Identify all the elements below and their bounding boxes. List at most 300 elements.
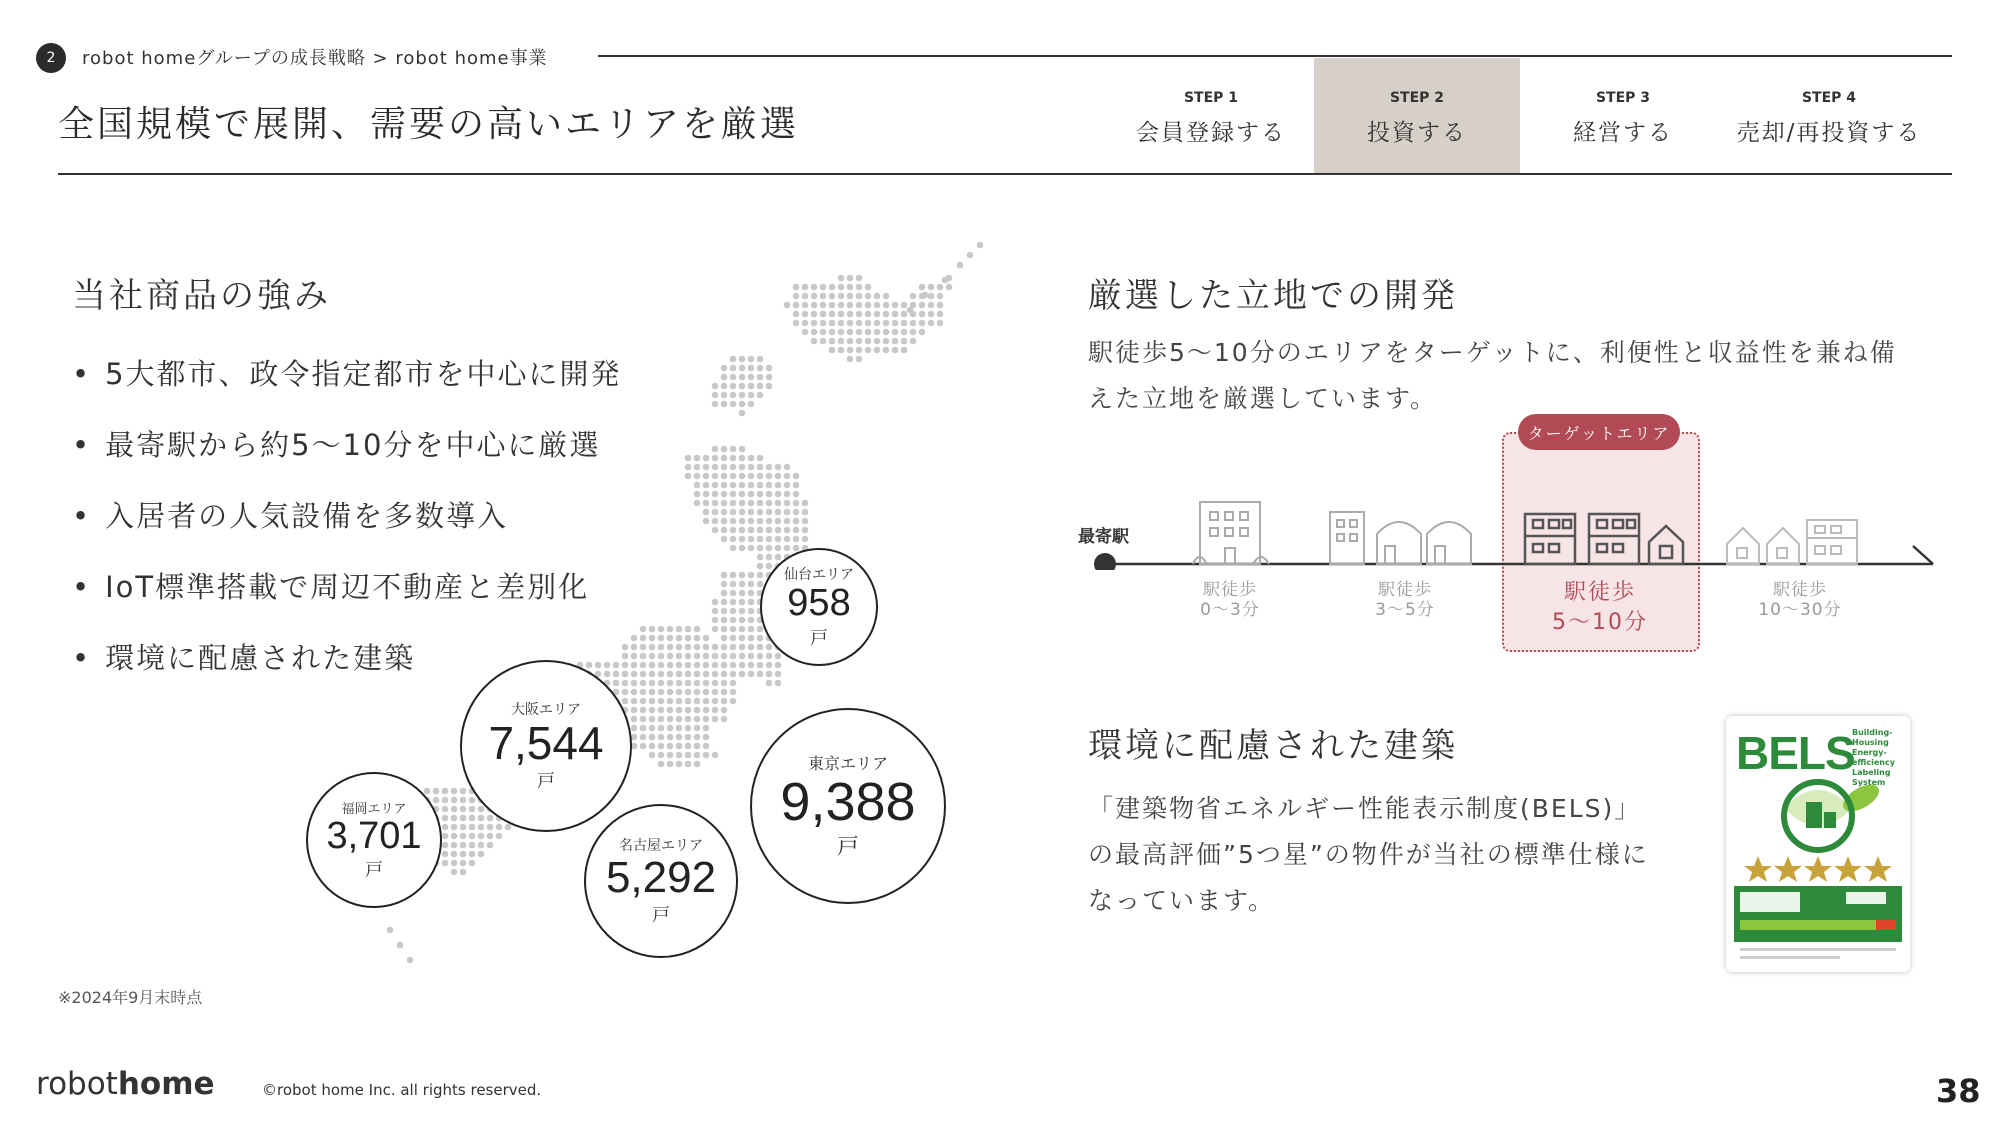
map-dot <box>748 509 755 516</box>
map-dot <box>694 761 701 768</box>
map-dot <box>631 725 638 732</box>
map-dot <box>739 635 746 642</box>
map-dot <box>685 707 692 714</box>
map-dot <box>397 942 404 949</box>
map-dot <box>775 509 782 516</box>
map-dot <box>865 320 872 327</box>
map-dot <box>712 680 719 687</box>
map-dot <box>766 374 773 381</box>
map-dot <box>721 707 728 714</box>
area-count: 7,544 <box>488 716 604 769</box>
map-dot <box>793 311 800 318</box>
map-dot <box>703 689 710 696</box>
map-dot <box>649 662 656 669</box>
map-dot <box>658 671 665 678</box>
map-dot <box>739 626 746 633</box>
map-dot <box>658 716 665 723</box>
map-dot <box>712 473 719 480</box>
map-dot <box>967 252 974 259</box>
map-dot <box>721 662 728 669</box>
map-dot <box>856 302 863 309</box>
map-dot <box>730 491 737 498</box>
map-dot <box>820 302 827 309</box>
map-dot <box>460 797 467 804</box>
step-tab-4[interactable] <box>1726 58 1932 173</box>
map-dot <box>712 491 719 498</box>
map-dot <box>739 365 746 372</box>
map-dot <box>658 698 665 705</box>
map-dot <box>802 293 809 300</box>
map-dot <box>775 464 782 471</box>
map-dot <box>775 491 782 498</box>
map-dot <box>748 653 755 660</box>
map-dot <box>874 302 881 309</box>
map-dot <box>667 680 674 687</box>
map-dot <box>748 482 755 489</box>
map-dot <box>676 680 683 687</box>
area-unit: 戸 <box>365 860 383 882</box>
map-dot <box>757 374 764 381</box>
map-dot <box>667 707 674 714</box>
map-dot <box>721 455 728 462</box>
map-dot <box>694 680 701 687</box>
map-dot <box>829 338 836 345</box>
map-dot <box>712 383 719 390</box>
map-dot <box>901 338 908 345</box>
map-dot <box>865 347 872 354</box>
map-dot <box>730 527 737 534</box>
map-dot <box>487 833 494 840</box>
map-dot <box>793 527 800 534</box>
map-dot <box>757 455 764 462</box>
map-dot <box>631 635 638 642</box>
bels-certificate-graphic <box>1726 716 1910 972</box>
map-dot <box>766 464 773 471</box>
map-dot <box>757 554 764 561</box>
step-number: STEP 2 <box>1389 90 1445 106</box>
map-dot <box>847 293 854 300</box>
map-dot <box>928 311 935 318</box>
map-dot <box>622 689 629 696</box>
area-bubble-osaka <box>460 660 632 832</box>
map-dot <box>838 320 845 327</box>
map-dot <box>703 707 710 714</box>
map-dot <box>703 743 710 750</box>
map-dot <box>748 527 755 534</box>
map-dot <box>442 797 449 804</box>
map-dot <box>649 680 656 687</box>
map-dot <box>658 752 665 759</box>
breadcrumb: robot homeグループの成長戦略 > robot home事業 <box>82 48 548 69</box>
map-dot <box>802 302 809 309</box>
map-dot <box>667 653 674 660</box>
map-dot <box>757 365 764 372</box>
map-dot <box>694 689 701 696</box>
map-dot <box>802 500 809 507</box>
map-dot <box>649 689 656 696</box>
map-dot <box>730 509 737 516</box>
map-dot <box>478 833 485 840</box>
map-dot <box>667 725 674 732</box>
map-dot <box>883 338 890 345</box>
map-dot <box>757 356 764 363</box>
map-dot <box>487 824 494 831</box>
logo-bold: home <box>117 1066 215 1102</box>
map-dot <box>730 590 737 597</box>
bels-subtitle: Building-Housing Energy-efficiency Labeling System <box>1852 728 1895 787</box>
map-dot <box>748 599 755 606</box>
map-dot <box>739 446 746 453</box>
map-dot <box>721 509 728 516</box>
segment-label-3-5: 駅徒歩 3〜5分 <box>1375 580 1435 620</box>
map-dot <box>469 833 476 840</box>
map-dot <box>748 572 755 579</box>
map-dot <box>802 320 809 327</box>
map-dot <box>712 446 719 453</box>
map-dot <box>919 320 926 327</box>
map-dot <box>658 662 665 669</box>
map-dot <box>937 311 944 318</box>
map-dot <box>829 320 836 327</box>
map-dot <box>730 545 737 552</box>
map-dot <box>766 671 773 678</box>
map-dot <box>721 581 728 588</box>
map-dot <box>496 824 503 831</box>
eco-title: 環境に配慮された建築 <box>1088 726 1458 766</box>
map-dot <box>640 635 647 642</box>
map-dot <box>775 473 782 480</box>
map-dot <box>694 671 701 678</box>
map-dot <box>685 626 692 633</box>
map-dot <box>766 383 773 390</box>
map-dot <box>793 482 800 489</box>
map-dot <box>730 608 737 615</box>
map-dot <box>712 617 719 624</box>
map-dot <box>775 653 782 660</box>
map-dot <box>829 311 836 318</box>
map-dot <box>721 689 728 696</box>
map-dot <box>928 302 935 309</box>
map-dot <box>712 626 719 633</box>
map-dot <box>649 653 656 660</box>
map-dot <box>721 518 728 525</box>
map-dot <box>748 383 755 390</box>
map-dot <box>631 680 638 687</box>
map-dot <box>721 383 728 390</box>
map-dot <box>793 473 800 480</box>
strength-item: • 入居者の人気設備を多数導入 <box>72 494 622 565</box>
map-dot <box>766 644 773 651</box>
map-dot <box>640 716 647 723</box>
map-dot <box>451 797 458 804</box>
map-dot <box>874 293 881 300</box>
map-dot <box>712 707 719 714</box>
map-dot <box>685 725 692 732</box>
map-dot <box>505 824 512 831</box>
map-dot <box>739 509 746 516</box>
map-dot <box>685 680 692 687</box>
map-dot <box>739 500 746 507</box>
map-dot <box>721 653 728 660</box>
map-dot <box>739 653 746 660</box>
map-dot <box>631 689 638 696</box>
map-dot <box>649 725 656 732</box>
map-dot <box>649 752 656 759</box>
step-tab-2-active[interactable] <box>1314 58 1520 173</box>
segment-label-0-3: 駅徒歩 0〜3分 <box>1200 580 1260 620</box>
map-dot <box>748 500 755 507</box>
map-dot <box>802 509 809 516</box>
map-dot <box>919 329 926 336</box>
map-dot <box>721 392 728 399</box>
map-dot <box>694 455 701 462</box>
map-dot <box>739 383 746 390</box>
map-dot <box>721 536 728 543</box>
map-dot <box>694 743 701 750</box>
map-dot <box>856 320 863 327</box>
map-dot <box>748 365 755 372</box>
map-dot <box>721 644 728 651</box>
map-dot <box>793 545 800 552</box>
map-dot <box>793 320 800 327</box>
map-dot <box>793 293 800 300</box>
map-dot <box>730 446 737 453</box>
map-dot <box>748 671 755 678</box>
house-icons-10-30 <box>1727 520 1857 564</box>
map-dot <box>766 653 773 660</box>
map-dot <box>793 284 800 291</box>
map-dot <box>775 662 782 669</box>
map-dot <box>631 662 638 669</box>
strength-item: • 環境に配慮された建築 <box>72 636 622 707</box>
map-dot <box>739 374 746 381</box>
map-dot <box>460 860 467 867</box>
section-number: 2 <box>46 50 56 66</box>
map-dot <box>766 545 773 552</box>
map-dot <box>910 338 917 345</box>
map-dot <box>748 401 755 408</box>
map-dot <box>721 365 728 372</box>
map-dot <box>757 518 764 525</box>
area-bubble-fukuoka <box>306 772 442 908</box>
map-dot <box>694 725 701 732</box>
map-dot <box>487 842 494 849</box>
map-dot <box>838 284 845 291</box>
map-dot <box>640 662 647 669</box>
map-dot <box>820 329 827 336</box>
map-dot <box>757 644 764 651</box>
map-dot <box>712 716 719 723</box>
map-dot <box>451 788 458 795</box>
map-dot <box>640 698 647 705</box>
map-dot <box>667 734 674 741</box>
map-dot <box>685 644 692 651</box>
area-name: 名古屋エリア <box>619 837 703 854</box>
map-dot <box>757 635 764 642</box>
map-dot <box>640 707 647 714</box>
map-dot <box>694 473 701 480</box>
map-dot <box>685 455 692 462</box>
step-tab-3[interactable] <box>1520 58 1726 173</box>
map-dot <box>739 662 746 669</box>
map-dot <box>721 482 728 489</box>
map-dot <box>811 338 818 345</box>
map-dot <box>721 626 728 633</box>
map-dot <box>640 626 647 633</box>
map-dot <box>919 284 926 291</box>
map-dot <box>856 338 863 345</box>
map-dot <box>703 482 710 489</box>
map-dot <box>460 869 467 876</box>
map-dot <box>730 473 737 480</box>
logo-light: robot <box>36 1066 118 1102</box>
location-text-line: 駅徒歩5〜10分のエリアをターゲットに、利便性と収益性を兼ね備 <box>1088 338 1897 367</box>
map-dot <box>640 689 647 696</box>
map-dot <box>712 509 719 516</box>
map-dot <box>775 545 782 552</box>
map-dot <box>622 680 629 687</box>
map-dot <box>883 302 890 309</box>
map-dot <box>640 644 647 651</box>
map-dot <box>739 590 746 597</box>
map-dot <box>667 689 674 696</box>
map-dot <box>703 473 710 480</box>
map-dot <box>838 275 845 282</box>
map-dot <box>685 635 692 642</box>
map-dot <box>775 536 782 543</box>
map-dot <box>739 401 746 408</box>
map-dot <box>856 311 863 318</box>
map-dot <box>730 599 737 606</box>
strength-item: • 最寄駅から約5〜10分を中心に厳選 <box>72 423 622 494</box>
map-dot <box>631 671 638 678</box>
location-text-line: えた立地を厳選しています。 <box>1088 384 1438 413</box>
map-dot <box>685 671 692 678</box>
map-dot <box>874 329 881 336</box>
area-unit: 戸 <box>810 627 828 649</box>
area-count: 958 <box>787 582 851 625</box>
map-dot <box>757 500 764 507</box>
map-dot <box>387 927 394 934</box>
map-dot <box>922 292 929 299</box>
map-dot <box>847 320 854 327</box>
map-dot <box>957 262 964 269</box>
walk-distance-timeline <box>1085 490 1945 570</box>
map-dot <box>757 527 764 534</box>
map-dot <box>721 572 728 579</box>
map-dot <box>721 527 728 534</box>
map-dot <box>712 599 719 606</box>
map-dot <box>451 824 458 831</box>
map-dot <box>847 329 854 336</box>
map-dot <box>712 752 719 759</box>
map-dot <box>730 671 737 678</box>
map-dot <box>757 545 764 552</box>
map-dot <box>739 518 746 525</box>
area-bubble-nagoya <box>584 804 738 958</box>
map-dot <box>847 275 854 282</box>
map-dot <box>739 455 746 462</box>
map-dot <box>703 680 710 687</box>
step-number: STEP 4 <box>1801 90 1857 106</box>
map-dot <box>775 671 782 678</box>
map-dot <box>442 842 449 849</box>
map-dot <box>838 293 845 300</box>
map-dot <box>676 653 683 660</box>
map-dot <box>757 581 764 588</box>
map-dot <box>676 644 683 651</box>
map-dot <box>856 347 863 354</box>
map-dot <box>901 311 908 318</box>
map-dot <box>883 311 890 318</box>
map-dot <box>757 626 764 633</box>
map-dot <box>883 293 890 300</box>
strength-item: • IoT標準搭載で周辺不動産と差別化 <box>72 565 622 636</box>
map-dot <box>604 671 611 678</box>
map-dot <box>703 509 710 516</box>
map-dot <box>820 293 827 300</box>
location-description <box>1088 330 1948 422</box>
map-dot <box>757 662 764 669</box>
map-dot <box>460 842 467 849</box>
map-dot <box>622 671 629 678</box>
map-dot <box>730 455 737 462</box>
map-dot <box>721 680 728 687</box>
map-dot <box>838 338 845 345</box>
company-logo <box>36 1066 215 1102</box>
map-dot <box>631 707 638 714</box>
map-dot <box>703 644 710 651</box>
map-dot <box>748 617 755 624</box>
map-dot <box>712 455 719 462</box>
map-dot <box>694 698 701 705</box>
map-dot <box>631 698 638 705</box>
step-tab-1[interactable] <box>1108 58 1314 173</box>
map-dot <box>757 536 764 543</box>
area-count: 9,388 <box>780 771 916 832</box>
map-dot <box>712 608 719 615</box>
map-dot <box>667 671 674 678</box>
map-dot <box>685 743 692 750</box>
map-dot <box>874 311 881 318</box>
map-dot <box>838 329 845 336</box>
map-dot <box>739 581 746 588</box>
step-number: STEP 3 <box>1595 90 1651 106</box>
map-dot <box>667 761 674 768</box>
map-dot <box>766 680 773 687</box>
map-dot <box>802 284 809 291</box>
map-dot <box>658 734 665 741</box>
five-star-rating <box>1744 856 1892 882</box>
map-dot <box>694 716 701 723</box>
map-dot <box>757 473 764 480</box>
map-dot <box>676 635 683 642</box>
map-dot <box>748 464 755 471</box>
map-dot <box>478 824 485 831</box>
map-dot <box>694 626 701 633</box>
map-dot <box>766 365 773 372</box>
map-dot <box>730 635 737 642</box>
map-dot <box>739 608 746 615</box>
strength-item: • 5大都市、政令指定都市を中心に開発 <box>72 352 622 423</box>
map-dot <box>775 500 782 507</box>
map-dot <box>712 500 719 507</box>
map-dot <box>703 725 710 732</box>
breadcrumb-divider <box>598 55 1952 57</box>
map-dot <box>748 644 755 651</box>
map-dot <box>613 680 620 687</box>
map-dot <box>451 860 458 867</box>
